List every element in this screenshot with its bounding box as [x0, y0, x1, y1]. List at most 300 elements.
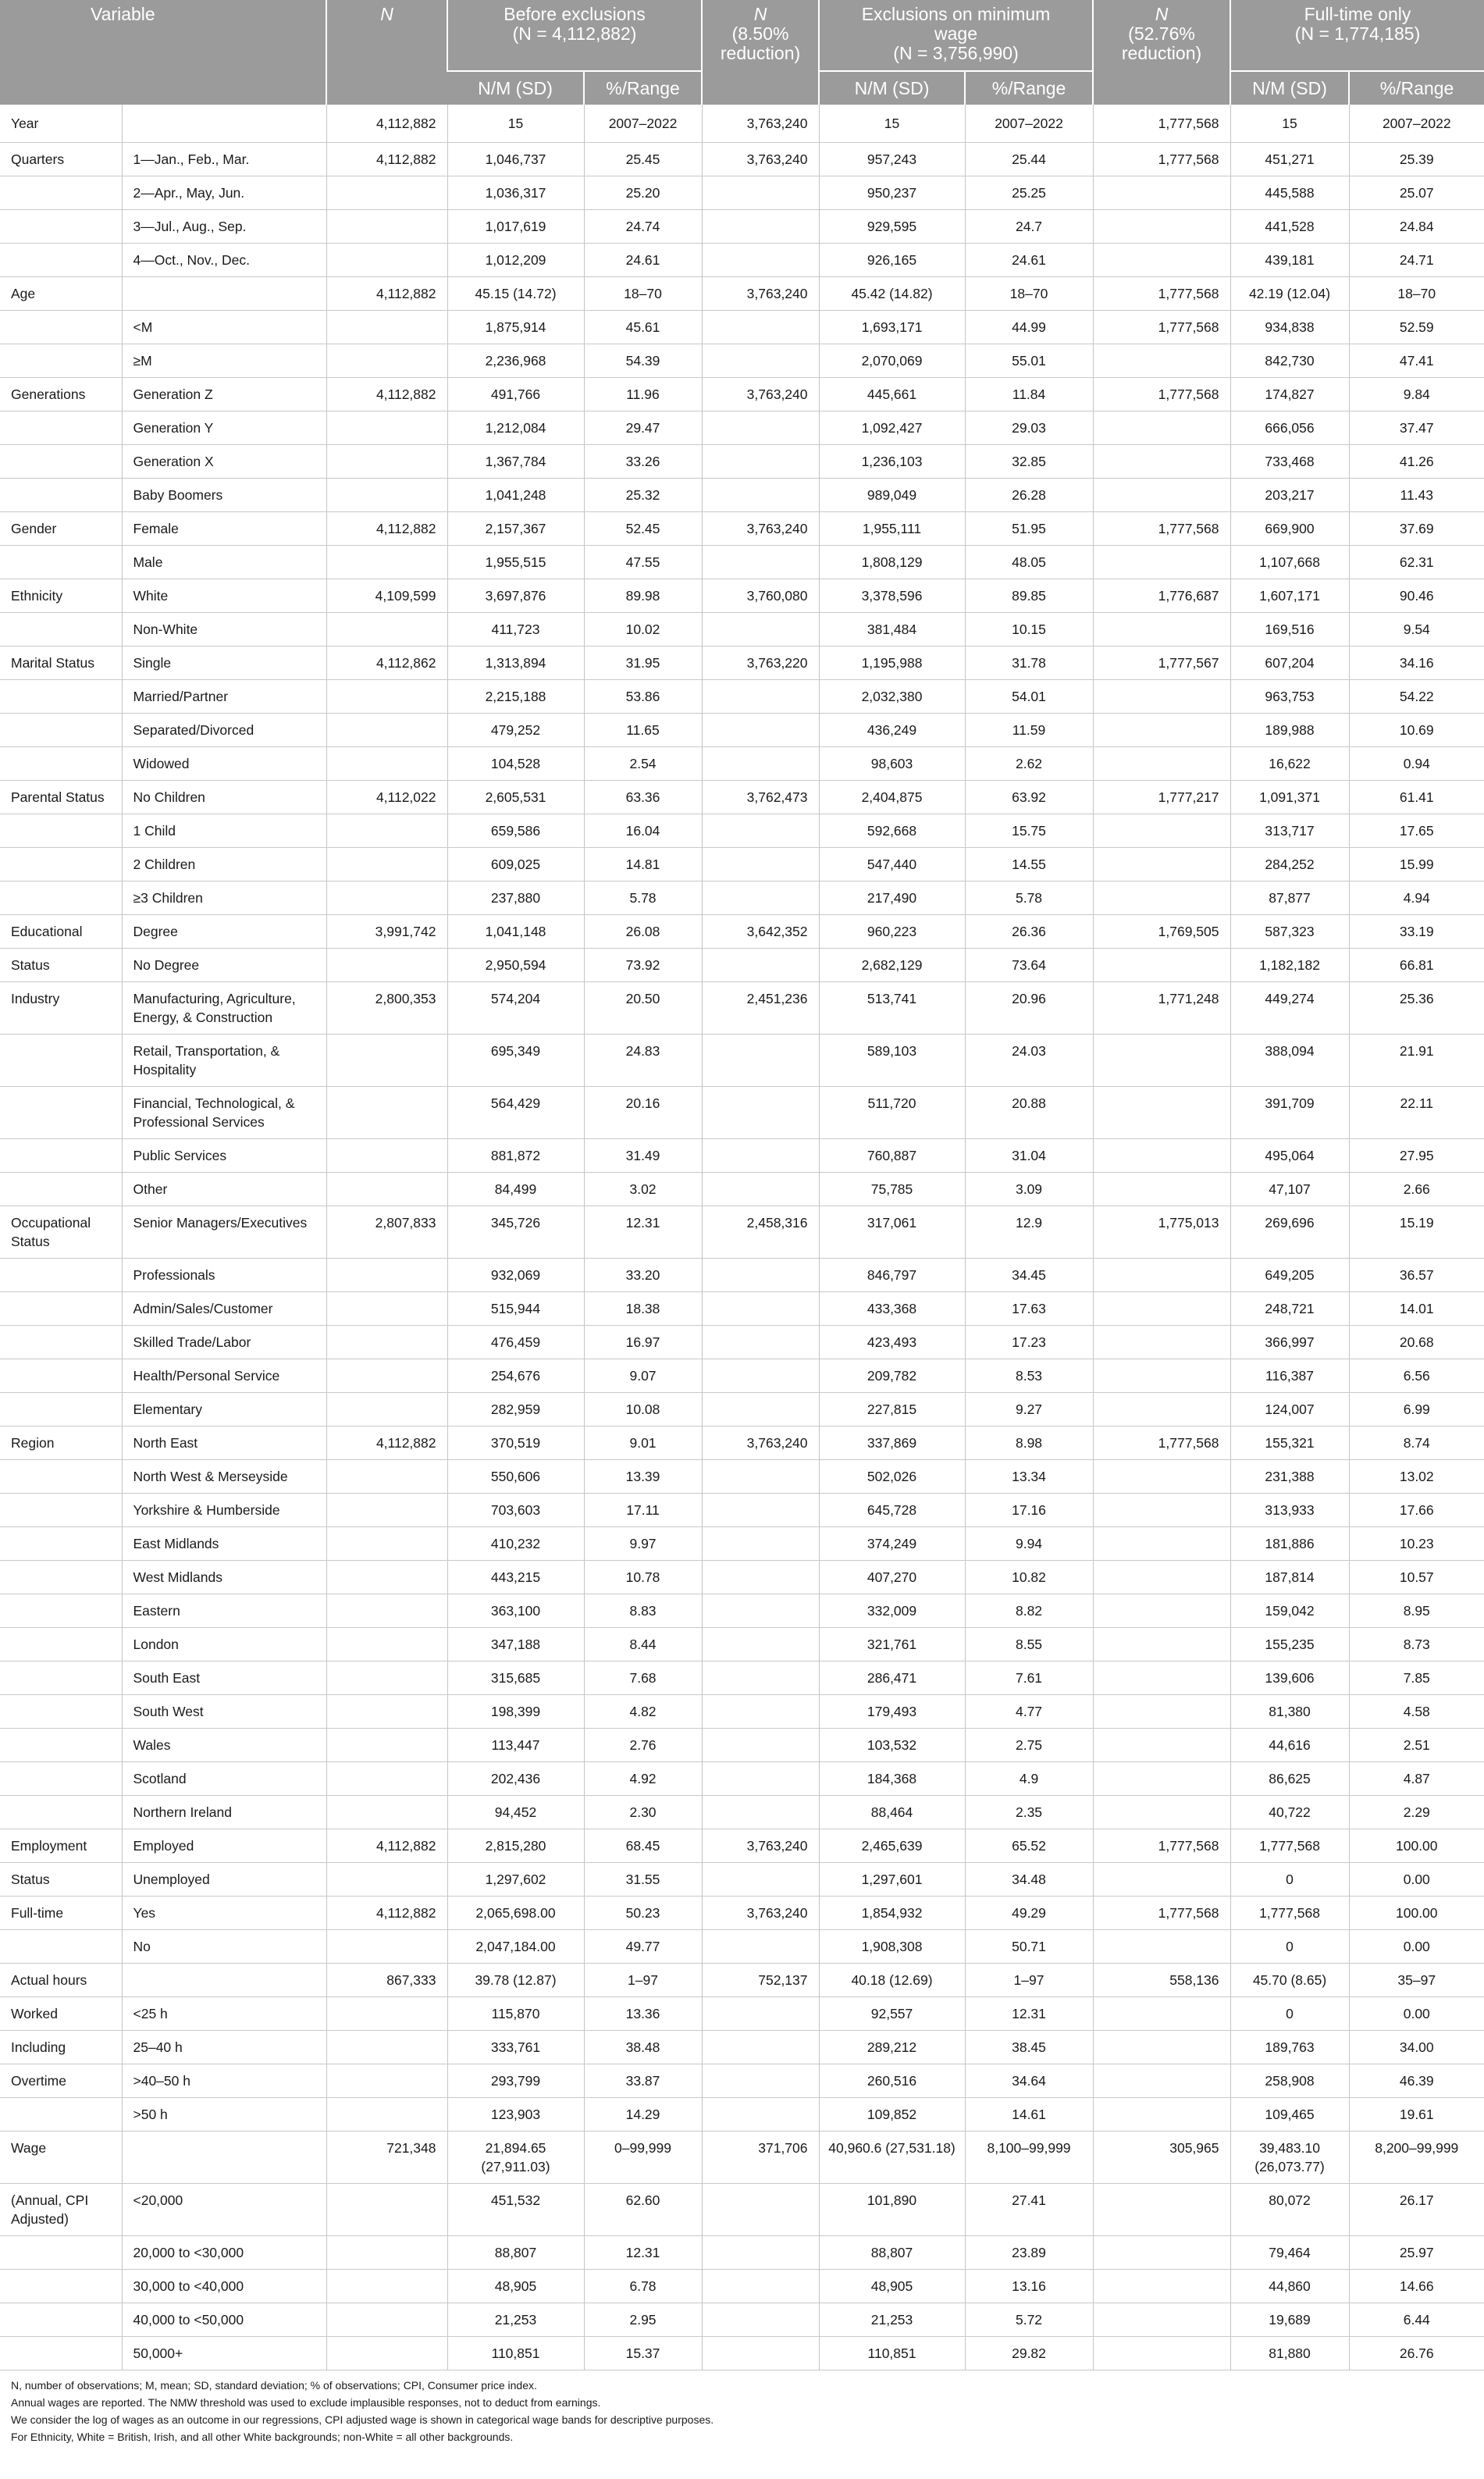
variable-cell [0, 1292, 122, 1326]
n-exclusions-cell [702, 1292, 819, 1326]
n-exclusions-cell [702, 546, 819, 579]
pct-fulltime-cell: 90.46 [1349, 579, 1484, 613]
n-fulltime-cell [1093, 1594, 1230, 1628]
pct-fulltime-cell: 34.00 [1349, 2031, 1484, 2064]
pct-exclusions-cell: 24.61 [965, 244, 1093, 277]
nm-fulltime-cell: 203,217 [1230, 479, 1349, 512]
variable-cell [0, 1695, 122, 1729]
note-line: We consider the log of wages as an outcome in our regressions, CPI adjusted wage is shown in categorical wage bands for descriptive purposes. [11, 2413, 714, 2426]
pct-before-cell: 9.07 [584, 1359, 702, 1393]
table-row [0, 344, 1484, 378]
variable-cell: Full-time [0, 1897, 122, 1930]
n-before-cell: 867,333 [326, 1964, 447, 1997]
n-fulltime-cell [1093, 949, 1230, 982]
nm-exclusions-cell: 88,464 [819, 1796, 965, 1829]
pct-exclusions-cell: 13.16 [965, 2270, 1093, 2303]
variable-cell [0, 1796, 122, 1829]
category-cell: London [122, 1628, 326, 1662]
variable-cell [0, 1087, 122, 1139]
category-cell: Degree [122, 915, 326, 949]
table-row [0, 1662, 1484, 1695]
n-fulltime-cell [1093, 1628, 1230, 1662]
pct-fulltime-cell: 24.71 [1349, 244, 1484, 277]
category-cell: Manufacturing, Agriculture, Energy, & Construction [122, 982, 326, 1035]
category-cell: <25 h [122, 1997, 326, 2031]
pct-exclusions-cell: 23.89 [965, 2236, 1093, 2270]
pct-exclusions-cell: 20.96 [965, 982, 1093, 1035]
table-row [0, 445, 1484, 479]
nm-before-cell: 113,447 [447, 1729, 584, 1762]
pct-exclusions-cell: 34.48 [965, 1863, 1093, 1897]
n-fulltime-cell [1093, 1762, 1230, 1796]
pct-before-cell: 24.83 [584, 1035, 702, 1087]
nm-before-cell: 45.15 (14.72) [447, 277, 584, 311]
n-exclusions-cell [702, 2064, 819, 2098]
n-exclusions-cell [702, 1393, 819, 1426]
table-row [0, 1930, 1484, 1964]
pct-fulltime-cell: 10.69 [1349, 714, 1484, 747]
n-exclusions-cell: 3,763,220 [702, 646, 819, 680]
nm-fulltime-cell: 0 [1230, 1997, 1349, 2031]
pct-fulltime-cell: 25.97 [1349, 2236, 1484, 2270]
nm-exclusions-cell: 75,785 [819, 1173, 965, 1206]
table-row [0, 411, 1484, 445]
nm-exclusions-cell: 592,668 [819, 814, 965, 848]
pct-fulltime-cell: 15.99 [1349, 848, 1484, 882]
exclusions-header: Exclusions on minimum wage (N = 3,756,990) [819, 0, 1093, 71]
pct-before-cell: 6.78 [584, 2270, 702, 2303]
table-row [0, 1561, 1484, 1594]
table-row [0, 680, 1484, 714]
nm-before-cell: 84,499 [447, 1173, 584, 1206]
pct-exclusions-cell: 10.15 [965, 613, 1093, 646]
n-fulltime-cell [1093, 1326, 1230, 1359]
variable-cell [0, 479, 122, 512]
pct-fulltime-cell: 4.58 [1349, 1695, 1484, 1729]
nm-exclusions-cell: 1,908,308 [819, 1930, 965, 1964]
note-line: N, number of observations; M, mean; SD, standard deviation; % of observations; CPI, Consumer price index. [11, 2379, 537, 2392]
n-before-cell [326, 411, 447, 445]
variable-cell [0, 2236, 122, 2270]
nm-exclusions-cell: 88,807 [819, 2236, 965, 2270]
pct-exclusions-cell: 63.92 [965, 781, 1093, 814]
nm-before-cell: 2,236,968 [447, 344, 584, 378]
pct-fulltime-cell: 17.66 [1349, 1494, 1484, 1527]
pct-fulltime-cell: 100.00 [1349, 1897, 1484, 1930]
variable-cell [0, 747, 122, 781]
table-row [0, 2303, 1484, 2337]
n-fulltime-cell [1093, 2337, 1230, 2370]
table-row [0, 949, 1484, 982]
category-cell [122, 1964, 326, 1997]
nm-fulltime-cell: 169,516 [1230, 613, 1349, 646]
pct-fulltime-cell: 36.57 [1349, 1259, 1484, 1292]
table-row [0, 143, 1484, 176]
n-before-cell [326, 1139, 447, 1173]
nm-fulltime-cell: 449,274 [1230, 982, 1349, 1035]
category-cell: ≥M [122, 344, 326, 378]
pct-fulltime-cell: 37.69 [1349, 512, 1484, 546]
n-header-exclusions: N (8.50% reduction) [702, 0, 819, 105]
n-before-cell [326, 1930, 447, 1964]
category-cell: Widowed [122, 747, 326, 781]
pct-fulltime-cell: 0.94 [1349, 747, 1484, 781]
pct-exclusions-cell: 4.77 [965, 1695, 1093, 1729]
n-fulltime-cell [1093, 2303, 1230, 2337]
pct-before-cell: 20.50 [584, 982, 702, 1035]
n-exclusions-cell [702, 1035, 819, 1087]
n-before-cell [326, 1359, 447, 1393]
pct-fulltime-cell: 19.61 [1349, 2098, 1484, 2132]
n-before-cell [326, 747, 447, 781]
variable-cell [0, 1662, 122, 1695]
variable-cell [0, 344, 122, 378]
nm-fulltime-cell: 649,205 [1230, 1259, 1349, 1292]
variable-cell [0, 1173, 122, 1206]
pct-fulltime-cell: 61.41 [1349, 781, 1484, 814]
n-exclusions-cell [702, 1796, 819, 1829]
n-fulltime-cell [1093, 1259, 1230, 1292]
nm-fulltime-cell: 842,730 [1230, 344, 1349, 378]
category-cell: Scotland [122, 1762, 326, 1796]
table-row [0, 1460, 1484, 1494]
nm-exclusions-cell: 209,782 [819, 1359, 965, 1393]
nm-fulltime-cell: 451,271 [1230, 143, 1349, 176]
nm-exclusions-cell: 957,243 [819, 143, 965, 176]
table-row [0, 277, 1484, 311]
n-before-cell: 4,112,022 [326, 781, 447, 814]
n-exclusions-cell [702, 1594, 819, 1628]
pct-before-cell: 47.55 [584, 546, 702, 579]
n-exclusions-cell [702, 2236, 819, 2270]
nm-before-cell: 609,025 [447, 848, 584, 882]
table-row [0, 1729, 1484, 1762]
nm-before-cell: 333,761 [447, 2031, 584, 2064]
pct-exclusions-cell: 14.61 [965, 2098, 1093, 2132]
category-cell: 30,000 to <40,000 [122, 2270, 326, 2303]
nm-before-cell: 1,955,515 [447, 546, 584, 579]
pct-exclusions-cell: 65.52 [965, 1829, 1093, 1863]
n-before-cell [326, 1863, 447, 1897]
pct-fulltime-cell: 26.76 [1349, 2337, 1484, 2370]
nm-before-cell: 564,429 [447, 1087, 584, 1139]
n-fulltime-cell [1093, 1460, 1230, 1494]
category-cell: North West & Merseyside [122, 1460, 326, 1494]
nm-before-cell: 1,212,084 [447, 411, 584, 445]
variable-cell [0, 1393, 122, 1426]
nm-before-cell: 345,726 [447, 1206, 584, 1259]
nm-fulltime-cell: 1,777,568 [1230, 1897, 1349, 1930]
nm-fulltime-cell: 284,252 [1230, 848, 1349, 882]
table-row [0, 1527, 1484, 1561]
category-cell: 50,000+ [122, 2337, 326, 2370]
table-row [0, 479, 1484, 512]
variable-cell [0, 1035, 122, 1087]
table-row [0, 613, 1484, 646]
nm-fulltime-cell: 1,777,568 [1230, 1829, 1349, 1863]
nm-before-cell: 2,950,594 [447, 949, 584, 982]
category-cell: 25–40 h [122, 2031, 326, 2064]
n-exclusions-cell [702, 479, 819, 512]
category-cell: Skilled Trade/Labor [122, 1326, 326, 1359]
variable-cell [0, 1259, 122, 1292]
nm-fulltime-cell: 86,625 [1230, 1762, 1349, 1796]
pct-before-cell: 3.02 [584, 1173, 702, 1206]
nm-exclusions-cell: 1,297,601 [819, 1863, 965, 1897]
nm-fulltime-cell: 258,908 [1230, 2064, 1349, 2098]
nm-fulltime-cell: 109,465 [1230, 2098, 1349, 2132]
nm-before-cell: 1,036,317 [447, 176, 584, 210]
pct-fulltime-cell: 10.57 [1349, 1561, 1484, 1594]
n-fulltime-cell [1093, 1863, 1230, 1897]
nm-before-cell: 659,586 [447, 814, 584, 848]
nm-fulltime-cell: 19,689 [1230, 2303, 1349, 2337]
nm-exclusions-cell: 1,808,129 [819, 546, 965, 579]
pct-fulltime-cell: 8.74 [1349, 1426, 1484, 1460]
pct-before-cell: 31.95 [584, 646, 702, 680]
pct-fulltime-cell: 27.95 [1349, 1139, 1484, 1173]
n-fulltime-cell [1093, 176, 1230, 210]
pct-exclusions-cell: 14.55 [965, 848, 1093, 882]
n-fulltime-cell [1093, 244, 1230, 277]
n-fulltime-cell [1093, 1796, 1230, 1829]
category-cell: 1—Jan., Feb., Mar. [122, 143, 326, 176]
category-cell [122, 2132, 326, 2184]
nm-fulltime-cell: 669,900 [1230, 512, 1349, 546]
category-cell: East Midlands [122, 1527, 326, 1561]
variable-cell [0, 1326, 122, 1359]
nm-fulltime-cell: 189,763 [1230, 2031, 1349, 2064]
category-cell: West Midlands [122, 1561, 326, 1594]
n-before-cell [326, 2098, 447, 2132]
nm-before-cell: 88,807 [447, 2236, 584, 2270]
pct-before-cell: 0–99,999 [584, 2132, 702, 2184]
nm-before-cell: 881,872 [447, 1139, 584, 1173]
pct-before-cell: 13.39 [584, 1460, 702, 1494]
n-before-cell [326, 1695, 447, 1729]
nm-fulltime-cell: 44,860 [1230, 2270, 1349, 2303]
n-fulltime-cell [1093, 680, 1230, 714]
nm-exclusions-cell: 21,253 [819, 2303, 965, 2337]
variable-cell: Industry [0, 982, 122, 1035]
n-exclusions-cell: 3,763,240 [702, 1897, 819, 1930]
category-cell: <20,000 [122, 2184, 326, 2236]
nm-fulltime-cell: 0 [1230, 1863, 1349, 1897]
variable-cell: Wage [0, 2132, 122, 2184]
variable-cell [0, 814, 122, 848]
nm-exclusions-cell: 2,465,639 [819, 1829, 965, 1863]
pct-fulltime-cell: 25.39 [1349, 143, 1484, 176]
pct-exclusions-cell: 51.95 [965, 512, 1093, 546]
nm-fulltime-cell: 607,204 [1230, 646, 1349, 680]
variable-cell [0, 1561, 122, 1594]
n-before-cell [326, 1393, 447, 1426]
n-exclusions-cell [702, 210, 819, 244]
pct-exclusions-cell: 54.01 [965, 680, 1093, 714]
nm-fulltime-cell: 1,091,371 [1230, 781, 1349, 814]
note-line: For Ethnicity, White = British, Irish, and all other White backgrounds; non-White = all other backgrounds. [11, 2431, 514, 2443]
n-exclusions-cell: 3,762,473 [702, 781, 819, 814]
n-fulltime-cell [1093, 1930, 1230, 1964]
pct-before-cell: 11.96 [584, 378, 702, 411]
n-before-cell [326, 2337, 447, 2370]
n-fulltime-cell [1093, 2098, 1230, 2132]
nm-before-cell: 2,605,531 [447, 781, 584, 814]
n-before-cell [326, 1594, 447, 1628]
pct-before-cell: 50.23 [584, 1897, 702, 1930]
category-cell: Single [122, 646, 326, 680]
nm-fulltime-cell: 155,321 [1230, 1426, 1349, 1460]
nm-exclusions-cell: 423,493 [819, 1326, 965, 1359]
table-row [0, 1695, 1484, 1729]
subheader-nm: N/M (SD) [819, 71, 965, 105]
nm-exclusions-cell: 98,603 [819, 747, 965, 781]
n-exclusions-cell [702, 244, 819, 277]
variable-cell [0, 882, 122, 915]
nm-fulltime-cell: 116,387 [1230, 1359, 1349, 1393]
category-cell: Separated/Divorced [122, 714, 326, 747]
pct-before-cell: 54.39 [584, 344, 702, 378]
nm-exclusions-cell: 960,223 [819, 915, 965, 949]
nm-exclusions-cell: 3,378,596 [819, 579, 965, 613]
pct-exclusions-cell: 31.78 [965, 646, 1093, 680]
variable-cell: Gender [0, 512, 122, 546]
variable-cell: Year [0, 105, 122, 143]
category-cell: Yorkshire & Humberside [122, 1494, 326, 1527]
n-fulltime-cell [1093, 1087, 1230, 1139]
category-cell: Wales [122, 1729, 326, 1762]
n-exclusions-cell [702, 848, 819, 882]
table-row [0, 982, 1484, 1035]
nm-before-cell: 2,215,188 [447, 680, 584, 714]
pct-fulltime-cell: 6.44 [1349, 2303, 1484, 2337]
nm-exclusions-cell: 45.42 (14.82) [819, 277, 965, 311]
nm-before-cell: 410,232 [447, 1527, 584, 1561]
nm-before-cell: 1,041,148 [447, 915, 584, 949]
category-cell: Admin/Sales/Customer [122, 1292, 326, 1326]
nm-before-cell: 476,459 [447, 1326, 584, 1359]
pct-fulltime-cell: 6.99 [1349, 1393, 1484, 1426]
pct-before-cell: 29.47 [584, 411, 702, 445]
n-fulltime-cell [1093, 1035, 1230, 1087]
table-row [0, 1997, 1484, 2031]
full-time-header: Full-time only (N = 1,774,185) [1230, 0, 1484, 71]
pct-exclusions-cell: 27.41 [965, 2184, 1093, 2236]
pct-exclusions-cell: 17.16 [965, 1494, 1093, 1527]
n-fulltime-cell: 1,777,568 [1093, 277, 1230, 311]
nm-fulltime-cell: 231,388 [1230, 1460, 1349, 1494]
n-fulltime-cell [1093, 1997, 1230, 2031]
pct-before-cell: 20.16 [584, 1087, 702, 1139]
pct-exclusions-cell: 25.44 [965, 143, 1093, 176]
pct-exclusions-cell: 8.55 [965, 1628, 1093, 1662]
n-header-fulltime: N (52.76% reduction) [1093, 0, 1230, 105]
table-row [0, 2064, 1484, 2098]
pct-fulltime-cell: 0.00 [1349, 1997, 1484, 2031]
nm-before-cell: 411,723 [447, 613, 584, 646]
pct-fulltime-cell: 62.31 [1349, 546, 1484, 579]
pct-fulltime-cell: 0.00 [1349, 1863, 1484, 1897]
variable-cell [0, 445, 122, 479]
table-row [0, 244, 1484, 277]
pct-fulltime-cell: 13.02 [1349, 1460, 1484, 1494]
nm-fulltime-cell: 248,721 [1230, 1292, 1349, 1326]
n-exclusions-cell [702, 445, 819, 479]
n-exclusions-cell [702, 1997, 819, 2031]
n-before-cell: 4,112,882 [326, 512, 447, 546]
table-row [0, 512, 1484, 546]
pct-before-cell: 12.31 [584, 1206, 702, 1259]
category-cell: Public Services [122, 1139, 326, 1173]
nm-exclusions-cell: 1,092,427 [819, 411, 965, 445]
pct-exclusions-cell: 8.82 [965, 1594, 1093, 1628]
pct-fulltime-cell: 9.54 [1349, 613, 1484, 646]
pct-before-cell: 5.78 [584, 882, 702, 915]
n-exclusions-cell [702, 2184, 819, 2236]
nm-exclusions-cell: 1,955,111 [819, 512, 965, 546]
n-exclusions-cell [702, 1494, 819, 1527]
pct-exclusions-cell: 7.61 [965, 1662, 1093, 1695]
variable-cell: Ethnicity [0, 579, 122, 613]
nm-exclusions-cell: 101,890 [819, 2184, 965, 2236]
nm-exclusions-cell: 332,009 [819, 1594, 965, 1628]
n-exclusions-cell [702, 1460, 819, 1494]
nm-exclusions-cell: 407,270 [819, 1561, 965, 1594]
pct-exclusions-cell: 48.05 [965, 546, 1093, 579]
nm-exclusions-cell: 989,049 [819, 479, 965, 512]
nm-before-cell: 2,157,367 [447, 512, 584, 546]
n-before-cell [326, 814, 447, 848]
variable-cell [0, 1139, 122, 1173]
table-row [0, 546, 1484, 579]
variable-cell: Age [0, 277, 122, 311]
pct-before-cell: 14.29 [584, 2098, 702, 2132]
n-exclusions-cell [702, 1087, 819, 1139]
pct-before-cell: 18–70 [584, 277, 702, 311]
pct-fulltime-cell: 7.85 [1349, 1662, 1484, 1695]
n-before-cell: 4,109,599 [326, 579, 447, 613]
nm-fulltime-cell: 80,072 [1230, 2184, 1349, 2236]
variable-cell: Parental Status [0, 781, 122, 814]
nm-exclusions-cell: 260,516 [819, 2064, 965, 2098]
n-fulltime-cell: 1,777,568 [1093, 378, 1230, 411]
n-before-cell [326, 1259, 447, 1292]
nm-fulltime-cell: 1,182,182 [1230, 949, 1349, 982]
n-exclusions-cell [702, 344, 819, 378]
n-exclusions-cell [702, 1326, 819, 1359]
nm-before-cell: 1,046,737 [447, 143, 584, 176]
nm-exclusions-cell: 511,720 [819, 1087, 965, 1139]
nm-exclusions-cell: 645,728 [819, 1494, 965, 1527]
nm-exclusions-cell: 589,103 [819, 1035, 965, 1087]
n-before-cell [326, 1628, 447, 1662]
n-exclusions-cell: 3,763,240 [702, 1426, 819, 1460]
pct-exclusions-cell: 8.98 [965, 1426, 1093, 1460]
variable-cell [0, 1729, 122, 1762]
n-exclusions-cell [702, 2098, 819, 2132]
n-fulltime-cell [1093, 1393, 1230, 1426]
pct-exclusions-cell: 4.9 [965, 1762, 1093, 1796]
variable-cell [0, 1762, 122, 1796]
n-exclusions-cell: 3,763,240 [702, 512, 819, 546]
n-fulltime-cell [1093, 2064, 1230, 2098]
nm-fulltime-cell: 313,717 [1230, 814, 1349, 848]
n-fulltime-cell [1093, 1139, 1230, 1173]
nm-before-cell: 574,204 [447, 982, 584, 1035]
pct-exclusions-cell: 2007–2022 [965, 105, 1093, 143]
nm-exclusions-cell: 547,440 [819, 848, 965, 882]
pct-before-cell: 15.37 [584, 2337, 702, 2370]
